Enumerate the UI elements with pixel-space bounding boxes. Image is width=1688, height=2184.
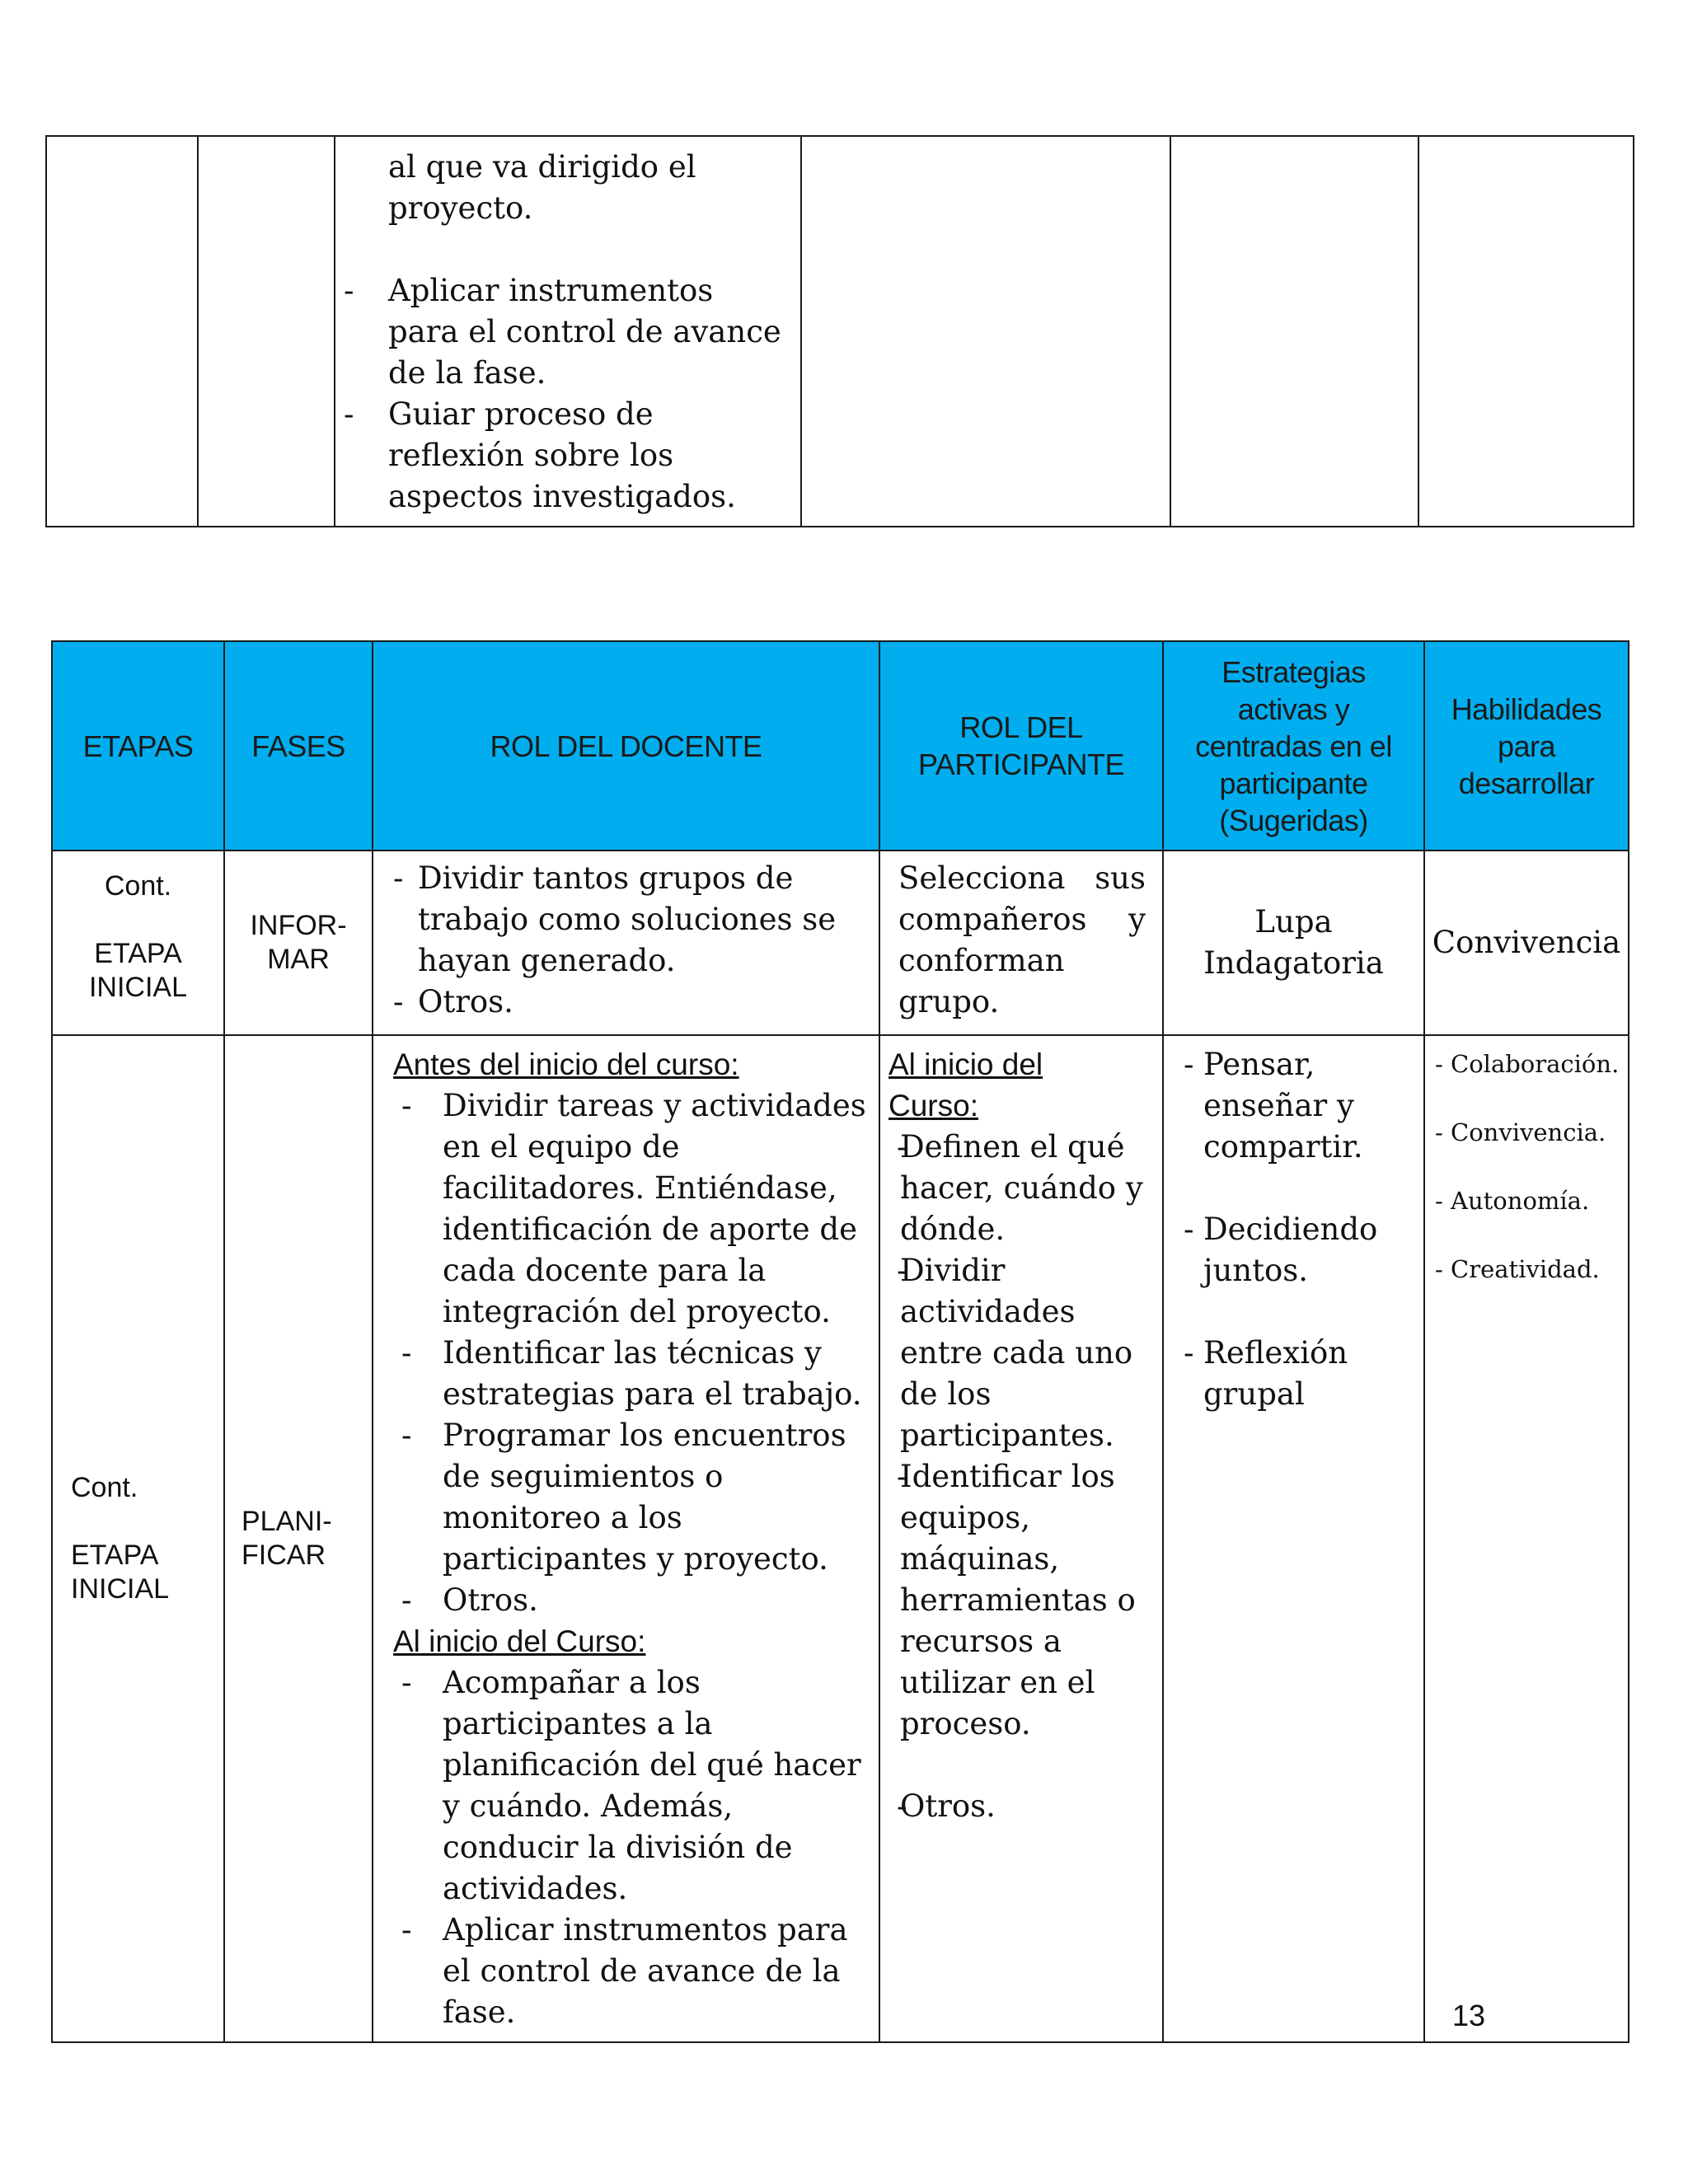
cont-docente-list [335,270,792,518]
row2-participante-list [889,1127,1154,1827]
list-item: - Otros. [385,982,869,1023]
list-item: - Dividir tareas y actividades en el equipo de facilitadores. Entiéndase, identificación de aporte de cada docente para la integración del proyecto. [393,1085,869,1333]
row1-etapa-cell [52,851,224,1035]
row1-docente-list [373,858,869,1023]
row2-participante-heading: Al inicio del Curso: [889,1047,1043,1122]
cont-participante-cell [801,136,1170,527]
row1-etapa-name: ETAPA INICIAL [88,938,188,1003]
continuation-table [45,135,1634,527]
row2-docente-heading2: Al inicio del Curso: [393,1624,646,1658]
list-item: - Programar los encuentros de seguimientos o monitoreo a los participantes y proyecto. [393,1415,869,1580]
header-rol-participante: ROL DEL PARTICIPANTE [879,641,1163,851]
list-item: - Pensar, enseñar y compartir. [1175,1044,1407,1168]
list-item: - Otros. [393,1580,869,1621]
list-item: - Reflexión grupal [1175,1333,1407,1415]
list-item: - Dividir tantos grupos de trabajo como soluciones se hayan generado. [385,858,869,982]
header-estrategias: Estrategias activas y centradas en el participante (Sugeridas) [1163,641,1424,851]
row2-estrategias-cell [1163,1035,1424,2042]
row2-etapa-cell [52,1035,224,2042]
row1-docente-cell [373,851,879,1035]
cont-docente-cell [335,136,801,527]
row2-docente-list1 [393,1085,869,1621]
row1-habilidad: Convivencia [1432,925,1621,960]
row1-fase: INFOR-MAR [250,910,347,975]
header-habilidades: Habilidades para desarrollar [1424,641,1629,851]
row1-fase-cell [224,851,373,1035]
row2-habilidades-list [1435,1047,1625,1286]
row2-participante-cell [879,1035,1163,2042]
cont-line: al que va dirigido el proyecto. [388,149,696,226]
row1-habilidad-cell [1424,851,1629,1035]
header-rol-docente: ROL DEL DOCENTE [373,641,879,851]
row2-fase-cell [224,1035,373,2042]
header-fases: FASES [224,641,373,851]
row1-participante: Selecciona sus compañeros y conforman grupo. [898,860,1146,1019]
cont-etapa-cell [46,136,198,527]
cont-habilidades-cell [1418,136,1634,527]
row2-habilidades-cell [1424,1035,1629,2042]
page-number: 13 [1452,1999,1486,2032]
row2-etapa-cont: Cont. [71,1472,138,1503]
list-item: - Acompañar a los participantes a la planificación del qué hacer y cuándo. Además, conducir la división de actividades. [393,1662,869,1910]
list-item: - Dividir actividades entre cada uno de los participantes. [889,1250,1154,1456]
row2-docente-cell [373,1035,879,2042]
list-item: - Aplicar instrumentos para el control de avance de la fase. [393,1910,869,2033]
main-table [51,640,1629,2043]
row1-etapa-cont: Cont. [104,870,172,902]
list-item: - Identificar las técnicas y estrategias para el trabajo. [393,1333,869,1415]
cont-estrategias-cell [1170,136,1418,527]
row2-etapa-name: ETAPA INICIAL [71,1540,170,1605]
cont-fase-cell [198,136,335,527]
list-item: - Colaboración. [1435,1050,1620,1078]
list-item: - Decidiendo juntos. [1175,1209,1407,1291]
list-item: - Guiar proceso de reflexión sobre los aspectos investigados. [335,394,792,518]
list-item: - Definen el qué hacer, cuándo y dónde. [889,1127,1154,1250]
row1-estrategia-cell [1163,851,1424,1035]
row2-docente-list2 [393,1662,869,2033]
list-item: - Otros. [889,1786,1154,1827]
list-item: - Autonomía. [1435,1187,1590,1215]
list-item: - Aplicar instrumentos para el control de avance de la fase. [335,270,792,394]
header-etapas: ETAPAS [52,641,224,851]
row2-fase: PLANI-FICAR [241,1506,332,1571]
list-item: - Identificar los equipos, máquinas, herramientas o recursos a utilizar en el proceso. [889,1456,1154,1745]
list-item: - Convivencia. [1435,1118,1606,1146]
row1-estrategia: Lupa Indagatoria [1203,904,1384,981]
list-item: - Creatividad. [1435,1255,1600,1283]
row1-participante-cell [879,851,1163,1035]
row2-estrategias-list [1175,1044,1407,1415]
row2-docente-heading1: Antes del inicio del curso: [393,1047,739,1081]
